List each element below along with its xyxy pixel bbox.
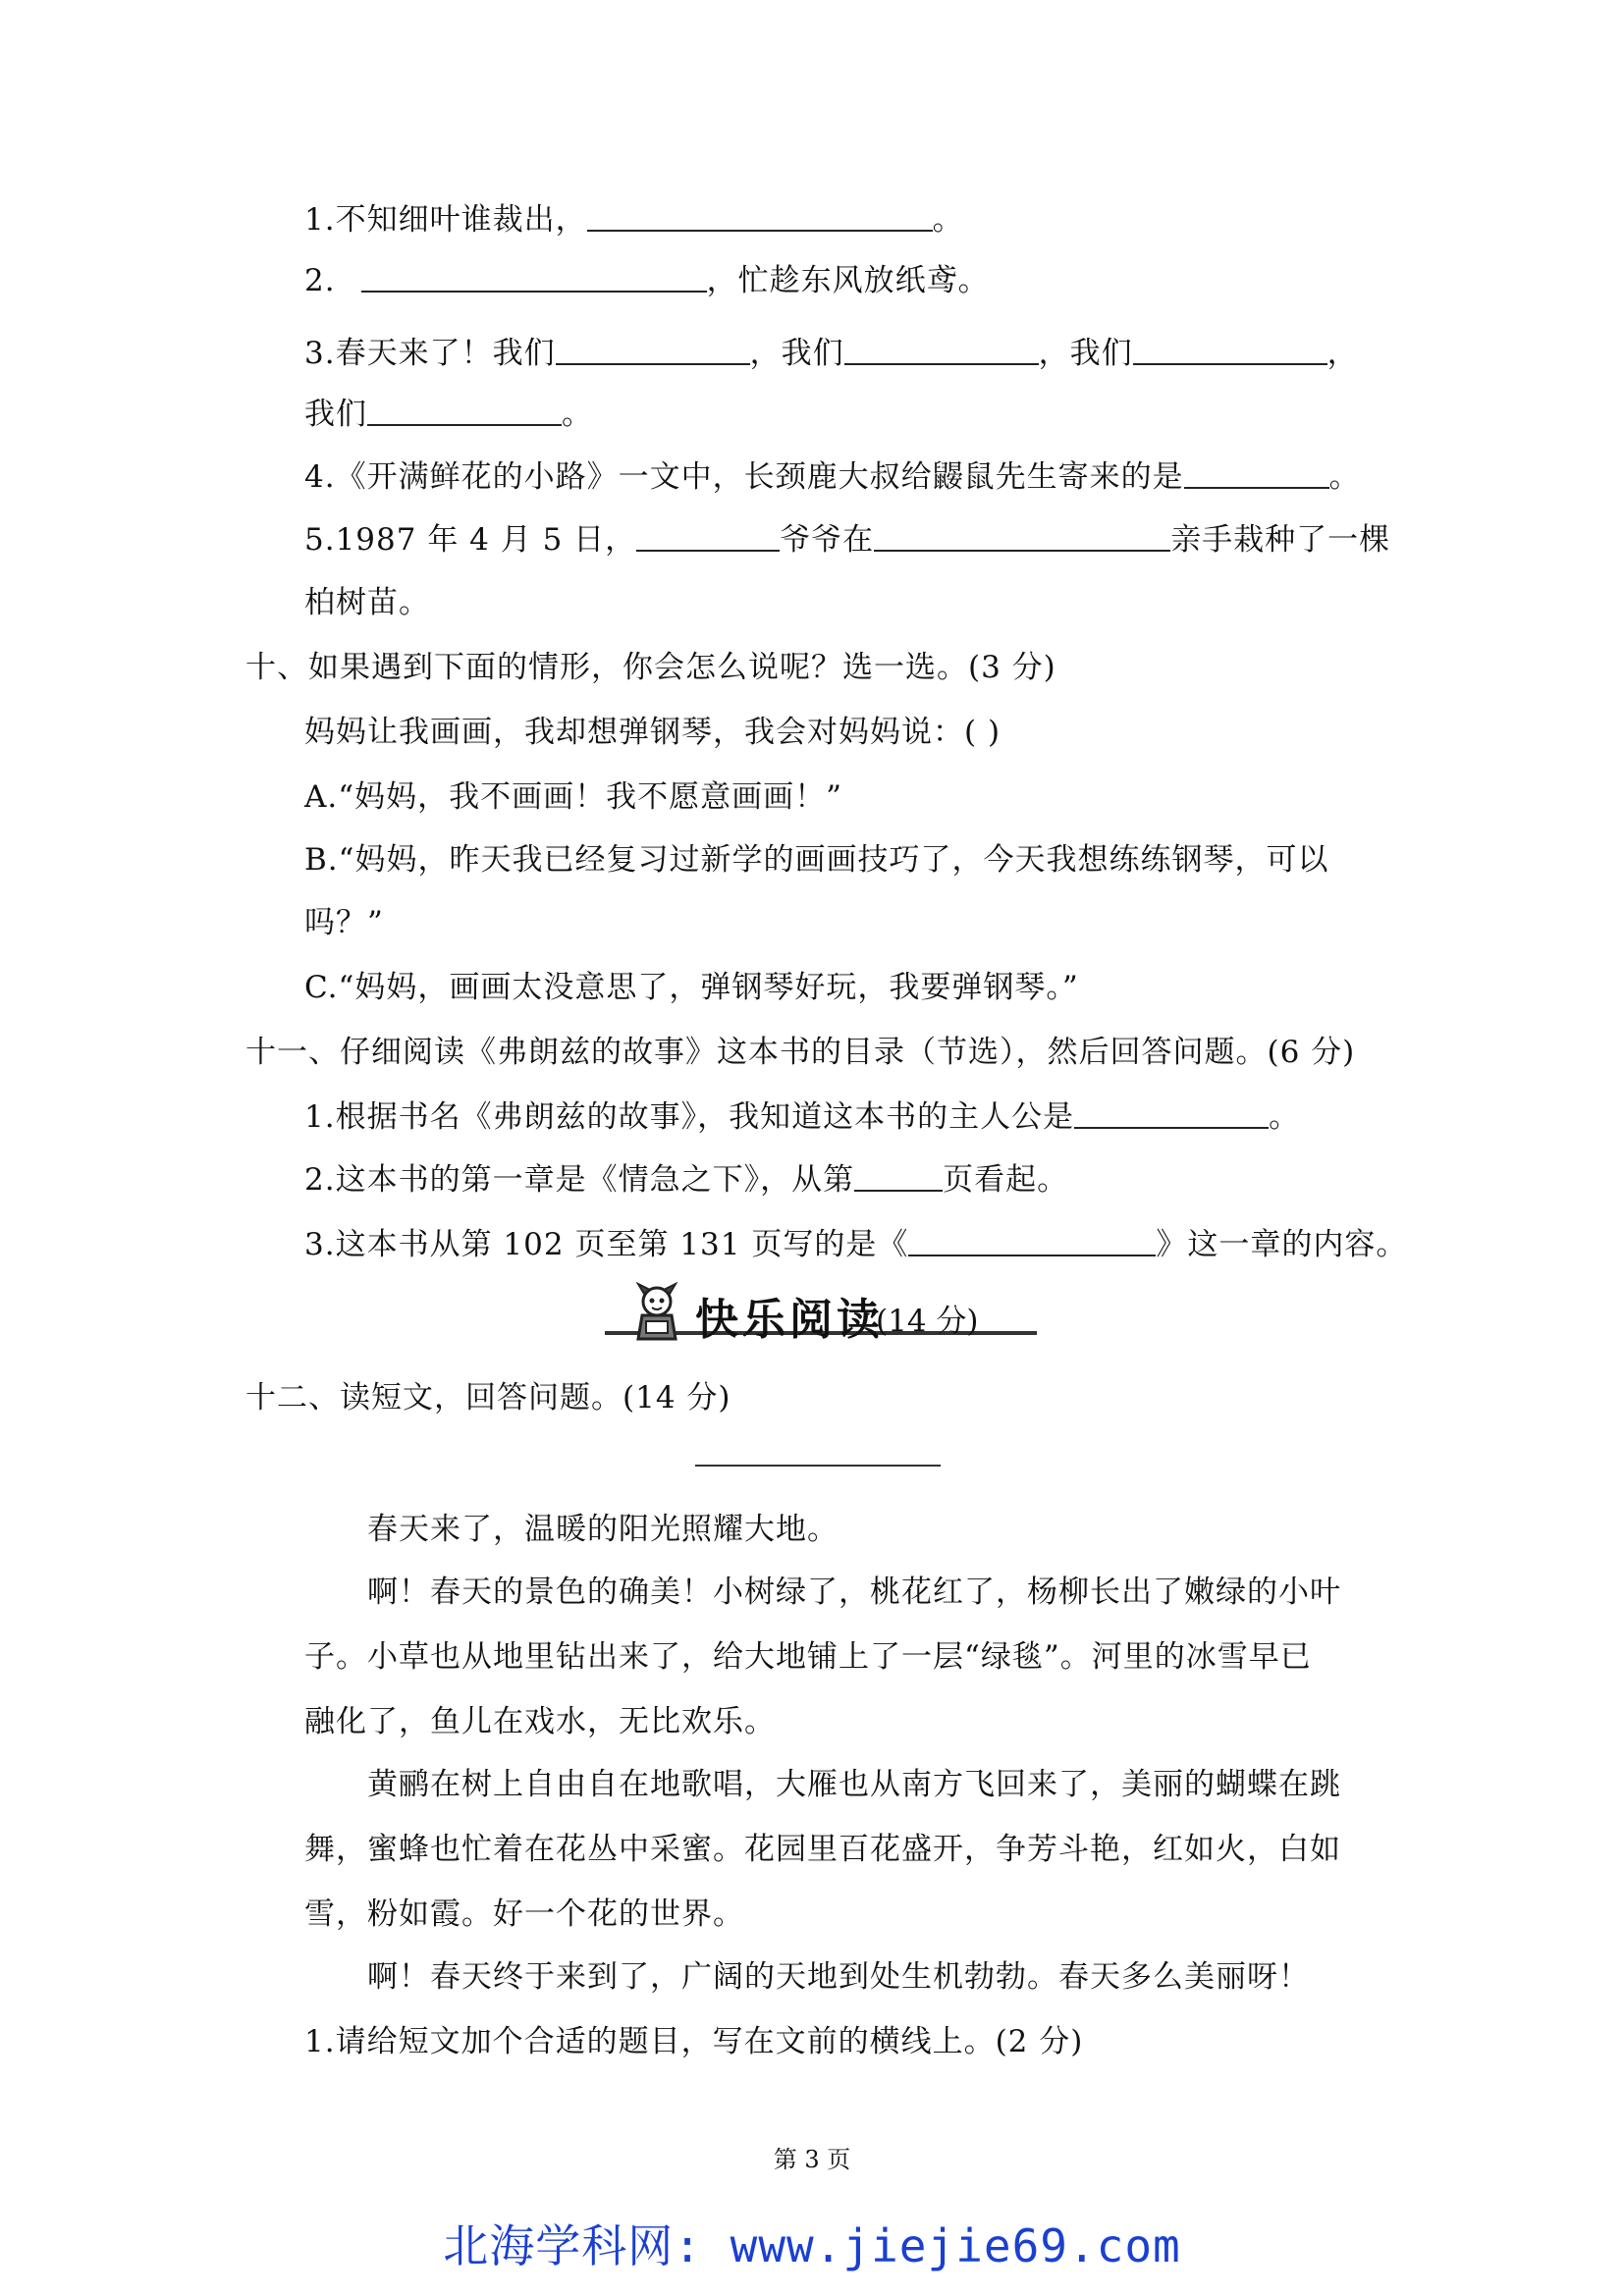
passage-paragraph-2: 啊！春天的景色的确美！小树绿了，桃花红了，杨柳长出了嫩绿的小叶 (367, 1575, 1341, 1610)
punctuation: 。 (1328, 459, 1361, 495)
question-9-5-cont: 柏树苗。 (304, 585, 430, 620)
question-text: ，忙趁东风放纸鸢。 (706, 263, 990, 298)
punctuation: 。 (562, 397, 593, 432)
passage-paragraph-3-line: 舞，蜜蜂也忙着在花丛中采蜜。花园里百花盛开，争芳斗艳，红如火，白如 (304, 1832, 1341, 1867)
question-text: 我们 (304, 397, 367, 432)
punctuation: 。 (932, 202, 964, 238)
site-watermark: 北海学科网: www.jiejie69.com (443, 2219, 1181, 2272)
answer-blank[interactable] (854, 1162, 943, 1192)
question-text: 3.春天来了！我们 (304, 336, 556, 371)
answer-blank[interactable] (367, 397, 562, 426)
passage-paragraph-2-line: 子。小草也从地里钻出来了，给大地铺上了一层“绿毯”。河里的冰雪早已 (304, 1639, 1312, 1675)
question-9-1 (304, 200, 964, 240)
answer-blank[interactable] (874, 522, 1170, 552)
passage-paragraph-4: 啊！春天终于来到了，广阔的天地到处生机勃勃。春天多么美丽呀！ (367, 1959, 1310, 1995)
question-9-5 (304, 520, 1390, 560)
page-number: 第 3 页 (773, 2146, 851, 2173)
question-text: 亲手栽种了一棵 (1170, 522, 1391, 558)
question-text: ，我们 (1038, 336, 1133, 371)
question-number: 2. (304, 263, 336, 298)
answer-blank[interactable] (587, 202, 933, 232)
question-12-1: 1.请给短文加个合适的题目，写在文前的横线上。(2 分) (304, 2024, 1084, 2059)
punctuation: ， (1326, 336, 1359, 371)
answer-blank[interactable] (1133, 336, 1327, 365)
question-11-2 (304, 1160, 1068, 1200)
section-11-heading: 十一、仔细阅读《弗朗兹的故事》这本书的目录（节选），然后回答问题。(6 分) (245, 1035, 1356, 1070)
passage-title-blank[interactable] (695, 1465, 941, 1467)
option-b-cont: 吗？” (304, 905, 384, 940)
reading-section-banner (605, 1276, 1037, 1353)
question-11-1 (304, 1097, 1300, 1137)
section-12-heading: 十二、读短文，回答问题。(14 分) (245, 1380, 731, 1415)
answer-blank[interactable] (1184, 459, 1329, 489)
question-9-3-cont (304, 395, 593, 434)
question-text: 页看起。 (943, 1162, 1069, 1198)
punctuation: 。 (1269, 1099, 1301, 1135)
reading-mascot-icon (624, 1282, 689, 1343)
answer-blank[interactable] (556, 336, 750, 365)
answer-blank[interactable] (361, 263, 707, 293)
reading-section-title: 快乐阅读 (695, 1295, 884, 1345)
question-text: 爷爷在 (780, 522, 875, 558)
question-text: 3.这本书从第 102 页至第 131 页写的是《 (304, 1227, 909, 1262)
passage-paragraph-1: 春天来了，温暖的阳光照耀大地。 (367, 1512, 839, 1547)
question-11-3 (304, 1225, 1407, 1264)
answer-blank[interactable] (1074, 1099, 1269, 1129)
passage-paragraph-3-line: 雪，粉如霞。好一个花的世界。 (304, 1896, 744, 1932)
passage-paragraph-3: 黄鹂在树上自由自在地歌唱，大雁也从南方飞回来了，美丽的蝴蝶在跳 (367, 1767, 1341, 1802)
option-a[interactable]: A.“妈妈，我不画画！我不愿意画画！” (304, 779, 842, 815)
question-text: ，我们 (749, 336, 844, 371)
question-9-3 (304, 334, 1359, 373)
question-text: 》这一章的内容。 (1156, 1227, 1408, 1262)
question-9-4 (304, 457, 1361, 497)
question-text: 4.《开满鲜花的小路》一文中，长颈鹿大叔给鼹鼠先生寄来的是 (304, 459, 1184, 495)
section-10-heading: 十、如果遇到下面的情形，你会怎么说呢？选一选。(3 分) (245, 650, 1056, 685)
passage-paragraph-2-line: 融化了，鱼儿在戏水，无比欢乐。 (304, 1704, 776, 1739)
answer-blank[interactable] (908, 1227, 1156, 1256)
option-c[interactable]: C.“妈妈，画画太没意思了，弹钢琴好玩，我要弹钢琴。” (304, 970, 1079, 1005)
question-text: 5.1987 年 4 月 5 日， (304, 522, 637, 558)
answer-blank[interactable] (844, 336, 1039, 365)
question-text: 1.根据书名《弗朗兹的故事》，我知道这本书的主人公是 (304, 1099, 1075, 1135)
question-9-2 (304, 261, 990, 300)
reading-section-score: (14 分) (876, 1304, 979, 1339)
question-text: 2.这本书的第一章是《情急之下》，从第 (304, 1162, 855, 1198)
option-b[interactable]: B.“妈妈，昨天我已经复习过新学的画画技巧了，今天我想练练钢琴，可以 (304, 842, 1329, 878)
answer-blank[interactable] (636, 522, 780, 552)
section-10-prompt: 妈妈让我画画，我却想弹钢琴，我会对妈妈说：( ) (304, 715, 1001, 750)
question-text: 1.不知细叶谁裁出， (304, 202, 587, 238)
